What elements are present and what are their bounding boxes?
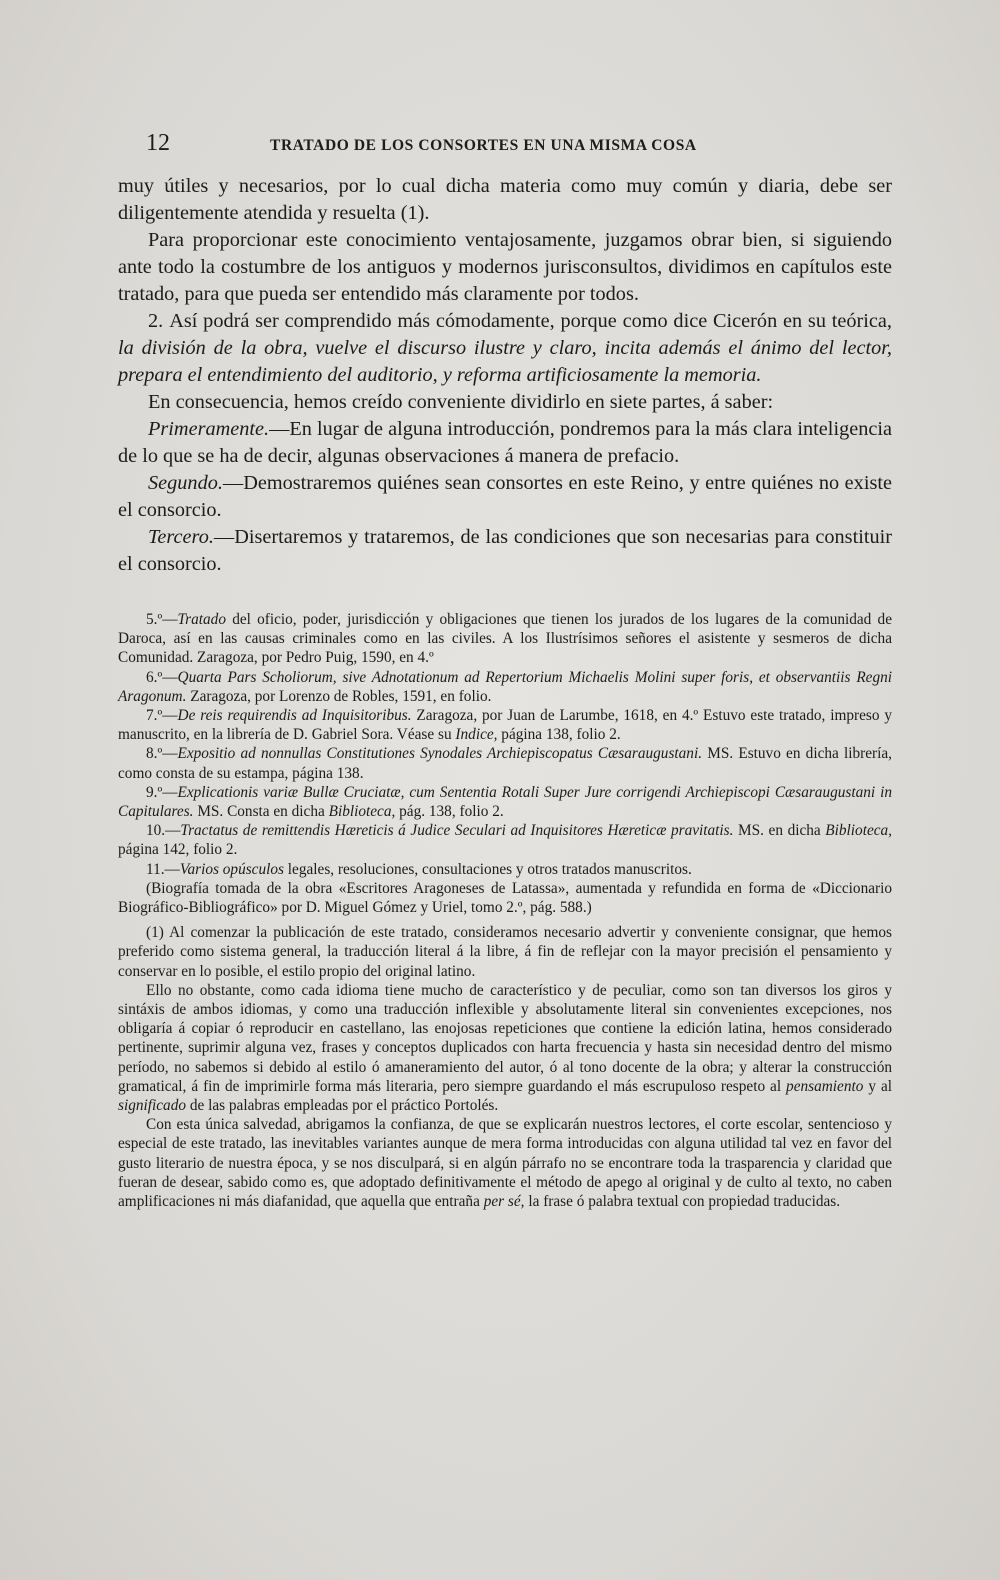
footnote-text: la frase ó palabra textual con propiedad traducidas. <box>524 1193 841 1211</box>
footnote-text: de las palabras empleadas por el práctico Portolés. <box>186 1097 499 1115</box>
part-one <box>118 416 892 470</box>
item-title: Varios opúsculos <box>179 860 284 878</box>
item-number: 10.— <box>146 822 181 840</box>
part-three-text: —Disertaremos y trataremos, de las condiciones que son necesarias para constituir el consorcio. <box>118 526 892 575</box>
item-text: Zaragoza, por Lorenzo de Robles, 1591, en folio. <box>186 687 492 705</box>
item-number: 9.º— <box>146 783 178 801</box>
item-title: Expositio ad nonnullas Constitutiones Synodales Archiepiscopatus Cæsaraugustani. <box>177 745 703 763</box>
work-item-9 <box>118 783 892 821</box>
paragraph-3 <box>118 308 892 389</box>
cicero-quote: la división de la obra, vuelve el discurso ilustre y claro, incita además el ánimo del lector, prepara el entendimiento del auditorio, y reforma artificiosamente la memoria. <box>118 337 892 386</box>
work-item-10 <box>118 821 892 859</box>
item-number: 11.— <box>146 860 180 878</box>
part-two <box>118 470 892 524</box>
item-text: Zaragoza, por Juan de Larumbe, 1618, en 4.º Estuvo este tratado, impreso y manuscrito, en la librería de D. Gabriel Sora. Véase su <box>118 707 893 744</box>
footnote-text: Con esta única salvedad, abrigamos la confianza, de que se explicarán nuestros lectores, el corte escolar, sentencioso y especial de este tratado, las inevitables variantes aunque de mera forma introducidas con alguna utilidad tal vez en favor del gusto literario de nuestra época, y se nos disculpará, si en algún párrafo no se encontrare toda la trasparencia y claridad que fueran de desear, sabido como es, que adoptado definitivamente el método de apego al original y de culto al texto, no caben amplificaciones ni más diafanidad, que aquella que entraña <box>118 1116 892 1211</box>
item-text: del oficio, poder, jurisdicción y obligaciones que tienen los jurados de los lugares de la comunidad de Daroca, así en las causas criminales como en las civiles. A los Ilustrísimos señores el asistente y sesmeros de dicha Comunidad. Zaragoza, por Pedro Puig, 1590, en 4.º <box>118 611 892 667</box>
item-title: Explicationis variæ Bullæ Cruciatæ, cum Sententia Rotali Super Jure corrigendi Archiepiscopi Cæsaraugustani in Capitulares. <box>118 783 892 821</box>
paragraph-3-text: Así podrá ser comprendido más cómodamente, porque como dice Cicerón en su teórica, <box>169 310 892 332</box>
item-number: 5.º— <box>146 611 178 628</box>
item-title: Tractatus de remittendis Hæreticis á Judice Seculari ad Inquisitores Hæreticæ pravitatis. <box>180 822 734 840</box>
footnote-emphasis: per sé, <box>483 1193 525 1211</box>
biography-source: (Biografía tomada de la obra «Escritores Aragoneses de Latassa», aumentada y refundida en forma de «Diccionario Biográfico-Bibliográfico» por D. Miguel Gómez y Uriel, tomo 2.º, pág. 588.) <box>118 879 892 917</box>
item-title: De reis requirendis ad Inquisitoribus. <box>177 707 412 725</box>
work-item-7 <box>118 706 892 744</box>
footnote-1: (1) Al comenzar la publicación de este tratado, consideramos necesario advertir y conveniente consignar, que hemos preferido como sistema general, la traducción literal á la libre, á fin de reflejar con la mayor precisión el pensamiento y conservar en lo posible, el estilo propio del original latino. <box>118 924 892 980</box>
item-title: Quarta Pars Scholiorum, sive Adnotationum ad Repertorium Michaelis Molini super foris, et observantiis Regni Aragonum. <box>118 668 892 705</box>
footnote-1-cont-b <box>118 1115 892 1211</box>
footnote-emphasis: significado <box>118 1097 186 1115</box>
item-text: MS. Consta en dicha <box>193 803 329 821</box>
page-number: 12 <box>146 130 170 156</box>
work-item-5 <box>118 610 892 668</box>
paragraph-2: Para proporcionar este conocimiento ventajosamente, juzgamos obrar bien, si siguiendo ante todo la costumbre de los antiguos y modernos jurisconsultos, dividimos en capítulos este tratado, para que pueda ser entendido más claramente por todos. <box>118 229 892 305</box>
main-text <box>118 173 892 578</box>
footnote-1-cont-a <box>118 981 892 1115</box>
item-text: legales, resoluciones, consultaciones y otros tratados manuscritos. <box>283 860 692 878</box>
item-number: 6.º— <box>146 668 178 686</box>
item-text: página 142, folio 2. <box>118 841 238 859</box>
item-text: MS. Estuvo en dicha librería, como consta de su estampa, página 138. <box>118 745 892 782</box>
paragraph-1: muy útiles y necesarios, por lo cual dicha materia como muy común y diaria, debe ser diligentemente atendida y resuelta (1). <box>118 175 892 224</box>
item-number: 7.º— <box>146 707 178 725</box>
item-text: pág. 138, folio 2. <box>395 803 504 821</box>
section-number: 2. <box>148 310 164 332</box>
work-item-8 <box>118 744 892 782</box>
part-one-text: —En lugar de alguna introducción, pondremos para la más clara inteligencia de lo que se ha de decir, algunas observaciones á manera de prefacio. <box>118 418 892 467</box>
item-text: MS. en dicha <box>733 822 826 840</box>
item-reference: Indice, <box>455 726 498 744</box>
footnote-text: y al <box>863 1077 892 1095</box>
item-reference: Biblioteca, <box>825 822 892 840</box>
item-number: 8.º— <box>146 745 178 763</box>
part-three <box>118 524 892 578</box>
paragraph-4: En consecuencia, hemos creído conveniente dividirlo en siete partes, á saber: <box>148 391 774 413</box>
notes-section <box>118 610 892 1211</box>
part-three-lead: Tercero. <box>148 526 214 548</box>
part-one-lead: Primeramente. <box>148 418 270 440</box>
item-title: Tratado <box>177 611 226 628</box>
footnote-emphasis: pensamiento <box>786 1077 864 1095</box>
work-item-6 <box>118 668 892 706</box>
part-two-lead: Segundo. <box>148 472 223 494</box>
item-text: página 138, folio 2. <box>497 726 621 744</box>
running-title: TRATADO DE LOS CONSORTES EN UNA MISMA COSA <box>270 137 697 154</box>
running-head <box>146 130 892 157</box>
part-two-text: —Demostraremos quiénes sean consortes en este Reino, y entre quiénes no existe el consorcio. <box>118 472 892 521</box>
footnote-text: Ello no obstante, como cada idioma tiene mucho de característico y de peculiar, como son tan diversos los giros y sintáxis de ambos idiomas, y como una traducción inflexible y absolutamente literal sin convenientes excepciones, nos obligaría á copiar ó reproducir en castellano, las enojosas repeticiones que contiene la edición latina, hemos considerado pertinente, suprimir alguna vez, frases y conceptos duplicados con harta frecuencia y hasta sin necesidad dentro del mismo período, no sabemos si debido al estilo ó amaneramiento del autor, ó al tono docente de la obra; y alterar la construcción gramatical, á fin de imprimirle forma más literaria, pero siempre guardando el más escrupuloso respeto al <box>118 981 892 1095</box>
item-reference: Biblioteca, <box>328 803 396 821</box>
work-item-11 <box>118 860 892 879</box>
